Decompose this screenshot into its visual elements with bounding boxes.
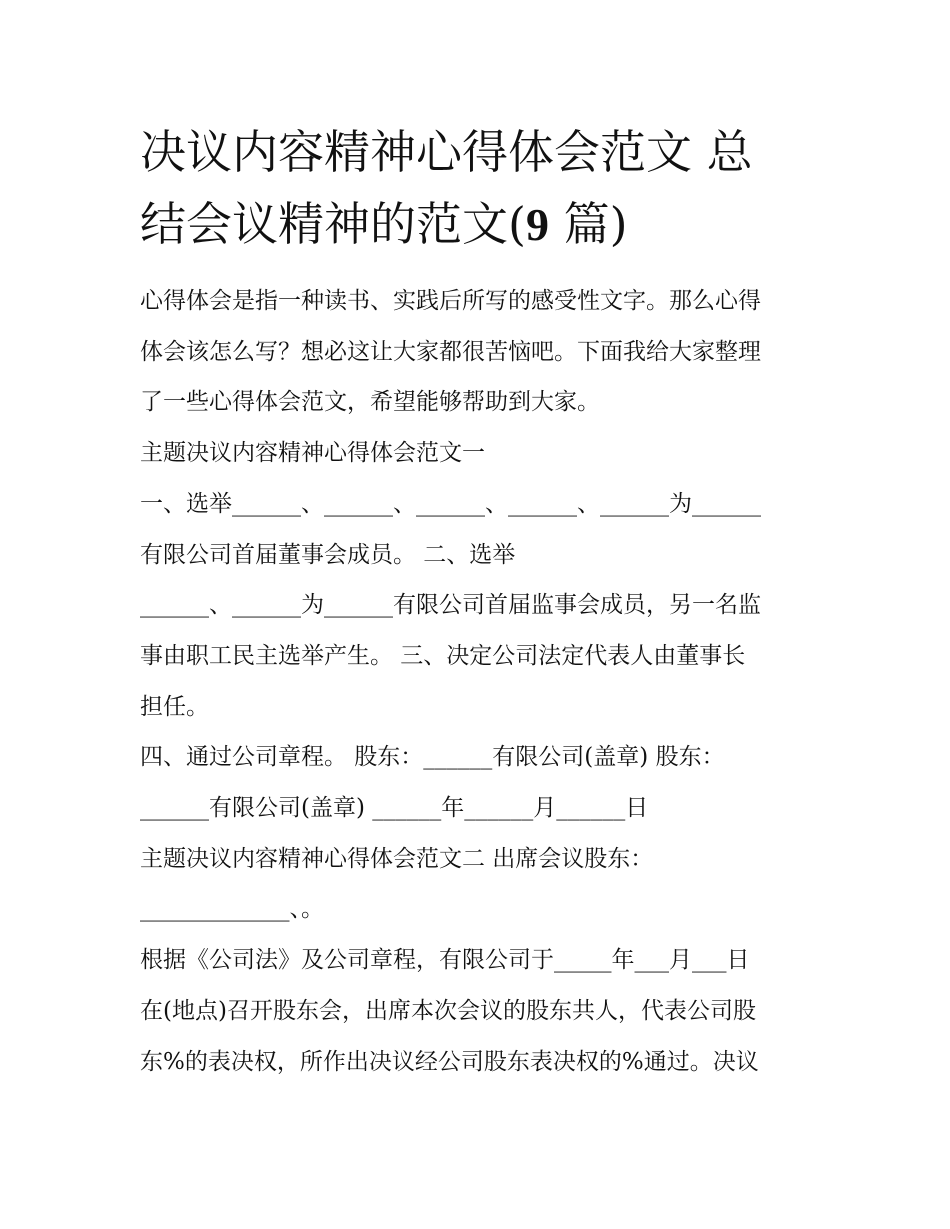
body-line: 体会该怎么写？想必这让大家都很苦恼吧。下面我给大家整理 bbox=[140, 338, 761, 365]
body-line: 了一些心得体会范文，希望能够帮助到大家。 bbox=[140, 389, 600, 416]
body-line: 有限公司首届董事会成员。 二、选举 bbox=[140, 541, 516, 568]
body-line: ______有限公司(盖章) ______年______月______日 bbox=[140, 795, 649, 822]
title-line-2-number: 9 bbox=[525, 199, 549, 250]
document-body bbox=[140, 276, 820, 1087]
section-heading: 主题决议内容精神心得体会范文二 出席会议股东： bbox=[140, 845, 654, 872]
body-line: 在(地点)召开股东会，出席本次会议的股东共人，代表公司股 bbox=[140, 997, 756, 1024]
body-line: 东%的表决权，所作出决议经公司股东表决权的%通过。决议 bbox=[140, 1048, 759, 1075]
body-line: _____________、。 bbox=[140, 896, 324, 923]
body-line: 根据《公司法》及公司章程，有限公司于_____年___月___日 bbox=[140, 947, 750, 974]
body-line: 心得体会是指一种读书、实践后所写的感受性文字。那么心得 bbox=[140, 288, 761, 314]
body-line: 事由职工民主选举产生。 三、决定公司法定代表人由董事长 bbox=[140, 642, 746, 669]
body-line: 一、选举______、______、______、______、______为______ bbox=[140, 490, 761, 517]
title-line-2-suffix: 篇) bbox=[548, 197, 628, 251]
title-line-2-prefix: 结会议精神的范文( bbox=[140, 197, 526, 251]
title-line-1: 决议内容精神心得体会范文 总 bbox=[140, 125, 753, 179]
body-line: 四、通过公司章程。 股东：______有限公司(盖章) 股东： bbox=[140, 744, 725, 771]
body-line: 担任。 bbox=[140, 693, 209, 720]
body-line: ______、______为______有限公司首届监事会成员，另一名监 bbox=[140, 592, 761, 619]
section-heading: 主题决议内容精神心得体会范文一 bbox=[140, 440, 485, 467]
document-title bbox=[140, 116, 820, 261]
